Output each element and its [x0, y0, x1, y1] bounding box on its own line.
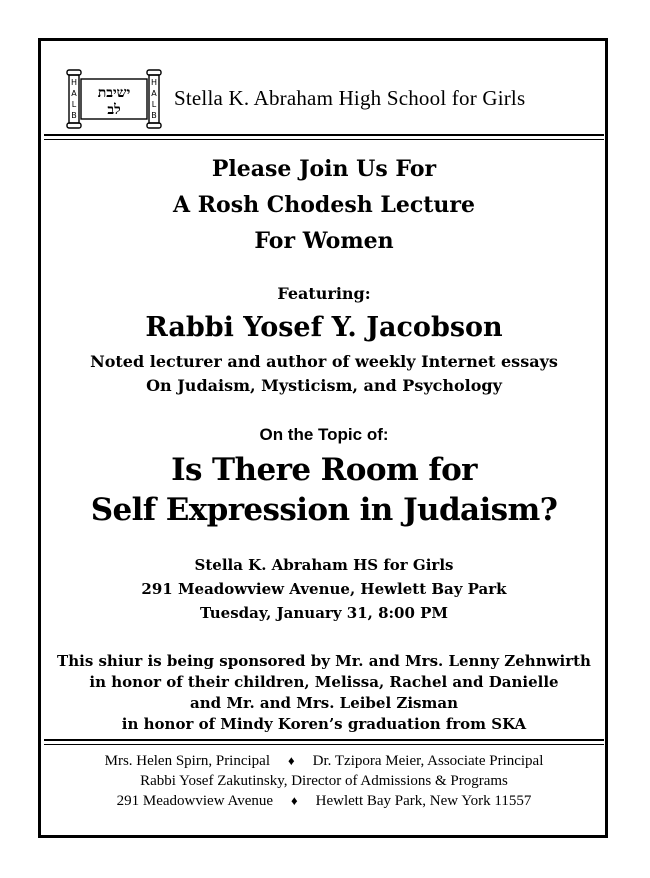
footer-city: Hewlett Bay Park, New York 11557 [315, 793, 532, 809]
logo-letter-left-1: H [70, 78, 78, 87]
topic-label: On the Topic of: [259, 425, 389, 444]
header-divider-bottom [44, 139, 604, 140]
sponsor-line-4: in honor of Mindy Koren’s graduation from SKA [121, 715, 527, 733]
logo-letter-left-3: L [71, 100, 77, 109]
event-address: 291 Meadowview Avenue, Hewlett Bay Park [141, 580, 507, 598]
invite-line-2: A Rosh Chodesh Lecture [173, 192, 475, 218]
school-logo [64, 69, 164, 129]
footer-director-line: Rabbi Yosef Zakutinsky, Director of Admissions & Programs [140, 773, 508, 789]
event-datetime: Tuesday, January 31, 8:00 PM [199, 604, 449, 622]
sponsor-line-1: This shiur is being sponsored by Mr. and Mrs. Lenny Zehnwirth [57, 652, 591, 670]
topic-title-line-1: Is There Room for [171, 452, 477, 488]
principal-name: Mrs. Helen Spirn, Principal [104, 753, 271, 769]
logo-letter-right-3: L [151, 100, 157, 109]
logo-letter-left-2: A [71, 89, 77, 98]
footer-divider-bottom [44, 744, 604, 745]
footer-address-line [44, 793, 604, 810]
speaker-bio-line-1: Noted lecturer and author of weekly Internet essays [90, 352, 558, 371]
event-venue: Stella K. Abraham HS for Girls [194, 556, 454, 574]
invite-line-1: Please Join Us For [211, 156, 437, 182]
logo-hebrew-top: ישיבת [97, 85, 131, 101]
topic-title-line-2: Self Expression in Judaism? [90, 492, 558, 528]
logo-letter-left-4: B [71, 111, 77, 120]
featuring-label: Featuring: [277, 284, 371, 303]
diamond-separator-icon: ♦ [291, 793, 298, 808]
associate-principal-name: Dr. Tzipora Meier, Associate Principal [312, 753, 544, 769]
sponsor-line-2: in honor of their children, Melissa, Rachel and Danielle [89, 673, 559, 691]
logo-hebrew-bottom: לב [107, 102, 121, 118]
invite-line-3: For Women [254, 228, 394, 254]
school-name: Stella K. Abraham High School for Girls [174, 86, 526, 110]
footer-staff-line [44, 753, 604, 770]
sponsor-line-3: and Mr. and Mrs. Leibel Zisman [190, 694, 458, 712]
logo-letter-right-4: B [151, 111, 157, 120]
diamond-separator-icon: ♦ [288, 753, 295, 768]
logo-letter-right-2: A [151, 89, 157, 98]
footer-street: 291 Meadowview Avenue [116, 793, 274, 809]
speaker-bio-line-2: On Judaism, Mysticism, and Psychology [146, 376, 502, 395]
header-divider-top [44, 134, 604, 136]
footer-divider-top [44, 739, 604, 741]
logo-letter-right-1: H [150, 78, 158, 87]
speaker-name: Rabbi Yosef Y. Jacobson [145, 312, 503, 343]
